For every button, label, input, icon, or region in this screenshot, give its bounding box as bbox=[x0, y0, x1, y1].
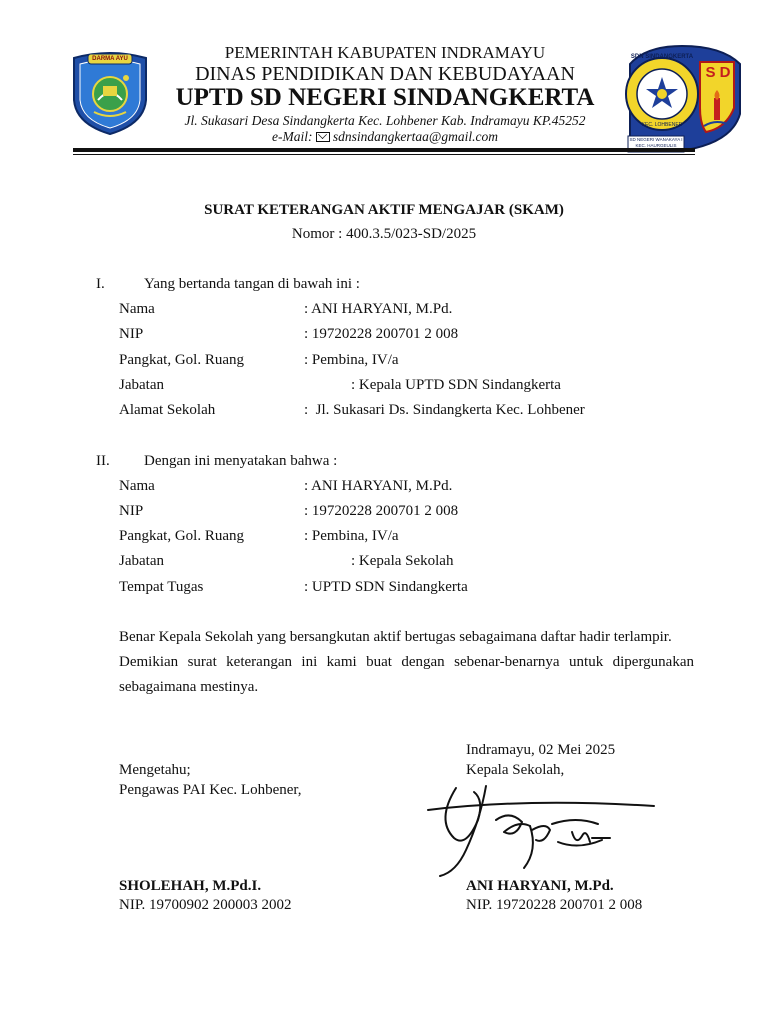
section1-label: Jabatan bbox=[119, 377, 164, 393]
school-logo bbox=[622, 44, 744, 156]
section1-value: : Kepala UPTD SDN Sindangkerta bbox=[351, 377, 561, 393]
section2-label: Jabatan bbox=[119, 553, 164, 569]
letterhead-address: Jl. Sukasari Desa Sindangkerta Kec. Lohbener Kab. Indramayu KP.45252 bbox=[184, 113, 586, 128]
school-logo-bottom-text: KEC. LOHBENER bbox=[641, 122, 683, 128]
section2-numeral: II. bbox=[96, 453, 110, 469]
left-signer-name: SHOLEHAH, M.Pd.I. bbox=[119, 878, 262, 894]
letter-number: Nomor : 400.3.5/023-SD/2025 bbox=[291, 226, 477, 242]
school-logo-banner: SD NEGERI WANAKAYA I KEC. HAURGEULIS bbox=[629, 137, 683, 148]
email-address: sdnsindangkertaa@gmail.com bbox=[332, 129, 498, 144]
letterhead-divider-thin bbox=[73, 154, 695, 155]
section2-value: : ANI HARYANI, M.Pd. bbox=[304, 478, 453, 494]
section1-label: NIP bbox=[119, 326, 144, 342]
letterhead-email-line bbox=[150, 129, 620, 145]
section2-intro: Dengan ini menyatakan bahwa : bbox=[144, 453, 338, 469]
section1-numeral: I. bbox=[96, 276, 105, 292]
section2-label: Nama bbox=[119, 478, 155, 494]
section1-value: : Pembina, IV/a bbox=[304, 352, 399, 368]
section2-value: : Kepala Sekolah bbox=[351, 553, 454, 569]
envelope-icon bbox=[316, 132, 330, 142]
letterhead-school-name: UPTD SD NEGERI SINDANGKERTA bbox=[175, 84, 595, 111]
letter-title: SURAT KETERANGAN AKTIF MENGAJAR (SKAM) bbox=[204, 202, 564, 218]
indramayu-regency-logo bbox=[70, 48, 150, 136]
statement-paragraph: Benar Kepala Sekolah yang bersangkutan aktif bertugas sebagaimana daftar hadir terlampir. bbox=[119, 629, 672, 645]
section2-label: NIP bbox=[119, 503, 144, 519]
section2-label: Tempat Tugas bbox=[119, 579, 204, 595]
section1-label: Alamat Sekolah bbox=[119, 402, 216, 418]
section1-value: : Jl. Sukasari Ds. Sindangkerta Kec. Lohbener bbox=[304, 402, 585, 418]
closing-paragraph-line1: Demikian surat keterangan ini kami buat dengan sebenar-benarnya untuk dipergunakan bbox=[119, 654, 694, 670]
handwritten-signature bbox=[426, 780, 666, 880]
letterhead-government: PEMERINTAH KABUPATEN INDRAMAYU bbox=[224, 43, 546, 62]
section1-label: Pangkat, Gol. Ruang bbox=[119, 352, 244, 368]
school-logo-letters: S D bbox=[705, 64, 731, 81]
left-signer-nip: NIP. 19700902 200003 2002 bbox=[119, 897, 292, 913]
section1-intro: Yang bertanda tangan di bawah ini : bbox=[144, 276, 360, 292]
school-logo-ring-text: SDN SINDANGKERTA bbox=[630, 54, 694, 60]
section2-value: : UPTD SDN Sindangkerta bbox=[304, 579, 468, 595]
left-logo-text: DARMA AYU bbox=[92, 56, 128, 62]
left-signer-role: Pengawas PAI Kec. Lohbener, bbox=[119, 782, 302, 798]
closing-paragraph-line2: sebagaimana mestinya. bbox=[119, 679, 259, 695]
letterhead-divider-thick bbox=[73, 148, 695, 152]
section2-label: Pangkat, Gol. Ruang bbox=[119, 528, 244, 544]
email-label: e-Mail: bbox=[272, 129, 313, 144]
right-signer-name: ANI HARYANI, M.Pd. bbox=[466, 878, 614, 894]
section2-value: : 19720228 200701 2 008 bbox=[304, 503, 459, 519]
place-date: Indramayu, 02 Mei 2025 bbox=[466, 742, 616, 758]
section1-value: : ANI HARYANI, M.Pd. bbox=[304, 301, 453, 317]
left-acknowledgement: Mengetahu; bbox=[119, 762, 191, 778]
section1-label: Nama bbox=[119, 301, 155, 317]
right-signer-nip: NIP. 19720228 200701 2 008 bbox=[466, 897, 643, 913]
section1-value: : 19720228 200701 2 008 bbox=[304, 326, 459, 342]
right-signer-role: Kepala Sekolah, bbox=[466, 762, 565, 778]
section2-value: : Pembina, IV/a bbox=[304, 528, 399, 544]
letterhead-department: DINAS PENDIDIKAN DAN KEBUDAYAAN bbox=[195, 63, 575, 85]
